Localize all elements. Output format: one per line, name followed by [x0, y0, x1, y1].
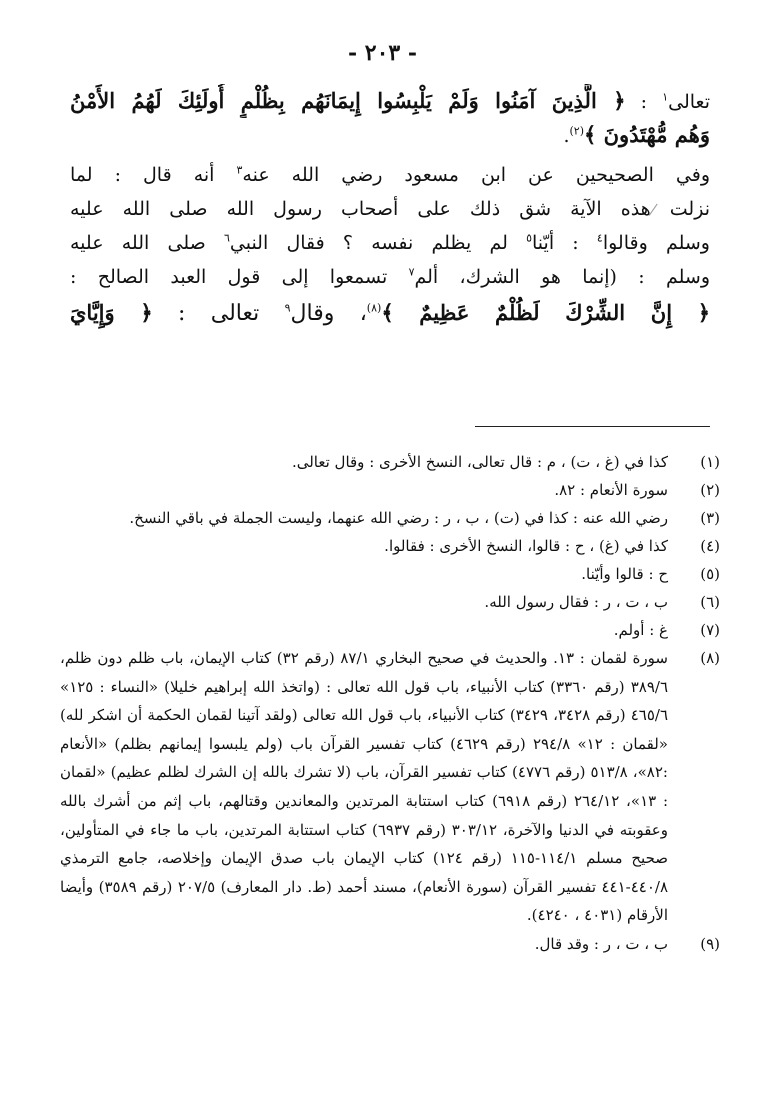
footnote-text: رضي الله عنه : كذا في (ت) ، ب ، ر : رضي الله عنهما، وليست الجملة في باقي النسخ.: [129, 509, 668, 527]
quran-verse: ﴿ إِنَّ الشِّرْكَ لَظُلْمٌ عَظِيمٌ ﴾: [381, 300, 710, 325]
footnote-ref-1[interactable]: ١: [662, 90, 669, 104]
footnote-text: غ : أولم.: [613, 621, 668, 639]
footnote-number: (٦): [700, 593, 720, 611]
footnote-ref-9[interactable]: ٩: [284, 301, 291, 315]
quran-verse: وَهُم مُّهْتَدُونَ ﴾: [584, 122, 710, 147]
quran-verse: ﴿ الَّذِينَ آمَنُوا وَلَمْ يَلْبِسُوا إِيمَانَهُم بِظُلْمٍ أُولَئِكَ لَهُمُ الأَمْنُ: [70, 88, 626, 113]
page-number: - ٢٠٣ -: [347, 40, 418, 66]
footnote-separator: [475, 426, 710, 427]
footnote-number: (٧): [700, 621, 720, 639]
footnote-ref-3[interactable]: ٣: [236, 163, 243, 177]
footnote-ref-2[interactable]: (٢): [569, 124, 585, 138]
footnote-number: (٥): [700, 565, 720, 583]
text-line-4: نزلت هذه الآية شق ذلك على أصحاب رسول الله صلى الله عليه: [70, 198, 710, 220]
footnote-text: سورة لقمان : ١٣. والحديث في صحيح البخاري ٨٧/١ (رقم ٣٢) كتاب الإيمان، باب ظلم دون ظلم، ٣٨٩/٦ (رقم ٣٣٦٠) كتاب الأنبياء، باب قول الله تعالى : (واتخذ الله إبراهيم خليلا) «النساء : ١٢٥» ٤٦٥/٦ (رقم ٣٤٢٨، ٣٤٢٩) كتاب الأنبياء، باب قول الله تعالى (ولقد آتينا لقمان الحكمة أن اشكر لله) «لقمان : ١٢» ٢٩٤/٨ (رقم ٤٦٢٩) كتاب تفسير القرآن باب (ولم يلبسوا إيمانهم بظلم) «الأنعام :٨٢»، ٥١٣/٨ (رقم ٤٧٧٦) كتاب تفسير القرآن، باب (لا تشرك بالله إن الشرك لظلم عظيم) «لقمان : ١٣»، ٢٦٤/١٢ (رقم ٦٩١٨) كتاب استتابة المرتدين والمعاندين وقتالهم، باب إثم من أشرك بالله وعقوبته في الدنيا والآخرة، ٣٠٣/١٢ (رقم ٦٩٣٧) كتاب استتابة المرتدين، باب ما جاء في المتأولين، صحيح مسلم ١١٤/١-١١٥ (رقم ١٢٤) كتاب الإيمان باب صدق الإيمان وإخلاصه، جامع الترمذي ٤٤٠/٨-٤٤١ تفسير القرآن (سورة الأنعام)، مسند أحمد (ط. دار المعارف) ٢٠٧/٥ (رقم ٣٥٨٩) وأيضا الأرقام (٤٠٣١ ، ٤٢٤٠).: [60, 649, 668, 925]
footnote-3: [60, 504, 720, 532]
text-line-2: وَهُم مُّهْتَدُونَ ﴾$^{(٢)}$.: [563, 122, 710, 147]
text-line-6: وسلم : (إنما هو الشرك، ألم$^٧$ تسمعوا إلى قول العبد الصالح :: [70, 265, 710, 288]
footnote-number: (١): [700, 453, 720, 471]
footnote-6: [60, 588, 720, 616]
footnote-ref-4[interactable]: ٤: [596, 231, 603, 245]
footnote-4: [60, 532, 720, 560]
footnote-text: ب ، ت ، ر : وقد قال.: [534, 934, 668, 953]
footnote-7: [60, 616, 720, 644]
text-line-5: وسلم وقالوا$^٤$ : أيّنا$^٥$ لم يظلم نفسه ؟ فقال النبي$^٦$ صلى الله عليه: [70, 231, 710, 254]
text-line-3: وفي الصحيحين عن ابن مسعود رضي الله عنه$^٣$ أنه قال : لما: [70, 163, 710, 186]
footnote-text: سورة الأنعام : ٨٢.: [554, 481, 668, 499]
footnote-text: كذا في (غ) ، ح : قالوا، النسخ الأخرى : فقالوا.: [384, 537, 668, 555]
footnote-text: ب ، ت ، ر : فقال رسول الله.: [484, 593, 668, 611]
footnote-text: كذا في (غ ، ت) ، م : قال تعالى، النسخ الأخرى : وقال تعالى.: [291, 453, 668, 471]
footnote-number: (٤): [700, 537, 720, 555]
footnote-number: (٣): [700, 509, 720, 527]
main-text: [70, 84, 710, 332]
text-line-7: ﴿ إِنَّ الشِّرْكَ لَظُلْمٌ عَظِيمٌ ﴾$^{(٨)}$، وقال$^٩$ تعالى : ﴿ وَإِيَّايَ: [70, 300, 710, 326]
footnote-number: (٢): [700, 481, 720, 499]
footnote-number: (٩): [700, 934, 720, 953]
footnote-8: [60, 644, 720, 930]
footnote-ref-6[interactable]: ٦: [223, 231, 230, 245]
quran-verse: ﴿ وَإِيَّايَ: [70, 300, 153, 325]
footnote-2: [60, 476, 720, 504]
footnote-9: [60, 930, 720, 958]
footnote-1: [60, 448, 720, 476]
footnote-ref-7[interactable]: ٧: [408, 265, 415, 279]
footnote-ref-8[interactable]: (٨): [366, 301, 382, 315]
footnote-number: (٨): [700, 649, 720, 667]
footnotes: [60, 448, 720, 958]
footnote-ref-5[interactable]: ٥: [526, 231, 533, 245]
footnote-5: [60, 560, 720, 588]
text-line-1: تعالى$^١$ : ﴿ الَّذِينَ آمَنُوا وَلَمْ يَلْبِسُوا إِيمَانَهُم بِظُلْمٍ أُولَئِكَ لَهُمُ الأَمْنُ: [70, 88, 710, 113]
footnote-text: ح : قالوا وأيّنا.: [581, 565, 668, 583]
